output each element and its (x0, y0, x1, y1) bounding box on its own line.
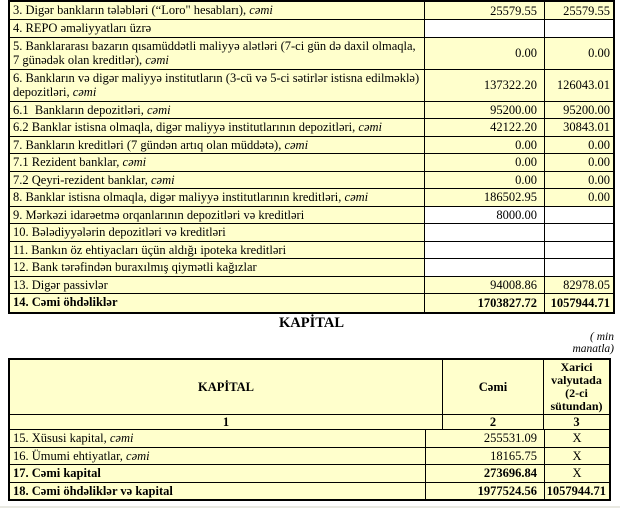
row-label (10, 242, 425, 259)
value-foreign-currency: 0.00 (545, 189, 613, 206)
column-number-row (10, 414, 609, 429)
row-label-text: 6.2 Banklar istisna olmaqla, digər maliyyə institutlarının depozitləri, (13, 120, 359, 134)
row-label (10, 430, 426, 447)
row-label-text: 7.1 Rezident banklar, (13, 155, 123, 169)
row-label-italic-suffix: cəmi (145, 53, 169, 67)
value-foreign-currency (545, 259, 613, 276)
value-total: 18165.75 (426, 448, 545, 465)
row-label (10, 119, 425, 136)
value-total: 0.00 (425, 137, 545, 154)
value-total: 0.00 (425, 172, 545, 189)
row-label-text: 12. Bank tərəfindən buraxılmış qiymətli kağızlar (13, 260, 257, 274)
value-total (425, 224, 545, 241)
row-label (10, 38, 425, 69)
value-total: 0.00 (425, 154, 545, 171)
liabilities-table (8, 0, 615, 314)
row-label-text: 6. Bankların və digər maliyyə institutların (3-cü və 5-ci sətirlər istisna edilməklə) depozitləri, (13, 70, 420, 99)
value-total: 95200.00 (425, 102, 545, 119)
row-label-text: 8. Banklar istisna olmaqla, digər maliyyə institutlarının kreditləri, (13, 190, 345, 204)
row-label-italic-suffix: cəmi (122, 155, 147, 169)
unit-note-line2: manatla) (572, 342, 614, 355)
value-foreign-currency: 1057944.71 (545, 483, 609, 500)
section-title-kapital: KAPİTAL (279, 315, 344, 331)
value-total: 42122.20 (425, 119, 545, 136)
value-foreign-currency: X (545, 465, 609, 482)
row-label-text: 13. Digər passivlər (13, 277, 108, 292)
row-label (10, 483, 426, 500)
value-foreign-currency: 25579.55 (545, 2, 613, 19)
capital-rows (10, 429, 609, 499)
value-total: 186502.95 (425, 189, 545, 206)
table-row (10, 276, 613, 294)
value-foreign-currency: 0.00 (545, 172, 613, 189)
value-foreign-currency (545, 207, 613, 224)
value-foreign-currency: 82978.05 (545, 277, 613, 294)
row-label-italic-suffix: cəmi (344, 190, 369, 204)
value-foreign-currency: 0.00 (545, 38, 613, 69)
row-label-text: 11. Bankın öz ehtiyacları üçün aldığı ipoteka kreditləri (13, 242, 287, 257)
value-foreign-currency (545, 20, 613, 37)
value-foreign-currency: X (545, 430, 609, 447)
value-total: 273696.84 (426, 465, 545, 482)
table-row (10, 2, 613, 19)
row-label-text: 10. Bələdiyyələrin depozitləri və kreditləri (13, 225, 226, 239)
row-label-italic-suffix: cəmi (109, 431, 134, 445)
row-label (10, 172, 425, 189)
value-foreign-currency: 30843.01 (545, 119, 613, 136)
page-bottom-separator (0, 506, 620, 508)
table-row (10, 464, 609, 482)
unit-note-line1: ( min (590, 331, 614, 343)
table-row (10, 69, 613, 101)
row-label-italic-suffix: cəmi (147, 102, 171, 117)
row-label-text: 3. Digər bankların tələbləri (“Loro" hesabları), (13, 3, 250, 17)
row-label-text: 5. Banklararası bazarın qısamüddətli maliyyə alətləri (7-ci gün də daxil olmaqla, 7 günədək olan kreditlər), (13, 38, 416, 67)
value-total: 8000.00 (425, 207, 545, 224)
table-row (10, 447, 609, 465)
value-foreign-currency: 1057944.71 (545, 294, 613, 312)
row-label-italic-suffix: cəmi (150, 172, 175, 187)
unit-note (572, 332, 614, 355)
table-row (10, 19, 613, 37)
value-foreign-currency: 0.00 (545, 137, 613, 154)
row-label-text: 4. REPO əməliyyatları üzrə (13, 21, 152, 35)
column-number-1: 1 (10, 415, 443, 429)
row-label (10, 154, 425, 171)
row-label (10, 2, 425, 19)
row-label-italic-suffix: cəmi (126, 448, 150, 463)
row-label (10, 277, 425, 294)
value-total: 1977524.56 (426, 483, 545, 500)
row-label-text: 14. Cəmi öhdəliklər (13, 295, 118, 309)
table-row (10, 258, 613, 276)
value-total: 255531.09 (426, 430, 545, 447)
row-label-italic-suffix: cəmi (358, 120, 383, 134)
table-row (10, 241, 613, 259)
row-label (10, 20, 425, 37)
table-row (10, 429, 609, 447)
liabilities-rows (10, 2, 613, 312)
row-label (10, 259, 425, 276)
row-label-italic-suffix: cəmi (284, 137, 309, 152)
value-foreign-currency: 126043.01 (545, 70, 613, 101)
table-row (10, 101, 613, 119)
row-label-text: 18. Cəmi öhdəliklər və kapital (13, 483, 173, 498)
value-foreign-currency (545, 224, 613, 241)
row-label-text: 16. Ümumi ehtiyatlar, (13, 448, 127, 463)
table-row (10, 136, 613, 154)
table-row (10, 293, 613, 312)
value-total: 137322.20 (425, 70, 545, 101)
capital-table-header (10, 360, 609, 414)
row-label (10, 102, 425, 119)
header-kapital: KAPİTAL (10, 360, 443, 414)
row-label-text: 9. Mərkəzi idarəetmə orqanlarının depozitləri və kreditləri (13, 207, 305, 222)
row-label-text: 7. Bankların kreditləri (7 gündən artıq olan müddətə), (13, 137, 285, 152)
row-label-text: 6.1 Bankların depozitləri, (13, 102, 147, 117)
value-total: 1703827.72 (425, 294, 545, 312)
table-row (10, 153, 613, 171)
value-total (425, 259, 545, 276)
table-row (10, 37, 613, 69)
row-label (10, 137, 425, 154)
value-total: 94008.86 (425, 277, 545, 294)
row-label-text: 15. Xüsusi kapital, (13, 431, 110, 445)
table-row (10, 206, 613, 224)
value-foreign-currency: 0.00 (545, 154, 613, 171)
row-label (10, 70, 425, 101)
header-cemi: Cəmi (443, 360, 544, 414)
value-foreign-currency: X (545, 448, 609, 465)
value-foreign-currency (545, 242, 613, 259)
row-label (10, 224, 425, 241)
row-label (10, 448, 426, 465)
row-label (10, 465, 426, 482)
value-total (425, 242, 545, 259)
value-total: 0.00 (425, 38, 545, 69)
table-row (10, 223, 613, 241)
header-xarici-valyutada: Xarici valyutada (2-ci sütundan) (544, 360, 609, 414)
row-label-text: 7.2 Qeyri-rezident banklar, (13, 172, 151, 187)
row-label (10, 189, 425, 206)
row-label-italic-suffix: cəmi (249, 3, 273, 17)
value-foreign-currency: 95200.00 (545, 102, 613, 119)
row-label-text: 17. Cəmi kapital (13, 466, 101, 480)
table-row (10, 188, 613, 206)
row-label-italic-suffix: cəmi (72, 85, 97, 99)
table-row (10, 171, 613, 189)
table-row (10, 118, 613, 136)
value-total: 25579.55 (425, 2, 545, 19)
table-row (10, 482, 609, 500)
row-label (10, 294, 425, 312)
capital-table (8, 358, 611, 501)
column-number-3: 3 (544, 415, 609, 429)
row-label (10, 207, 425, 224)
value-total (425, 20, 545, 37)
column-number-2: 2 (443, 415, 544, 429)
